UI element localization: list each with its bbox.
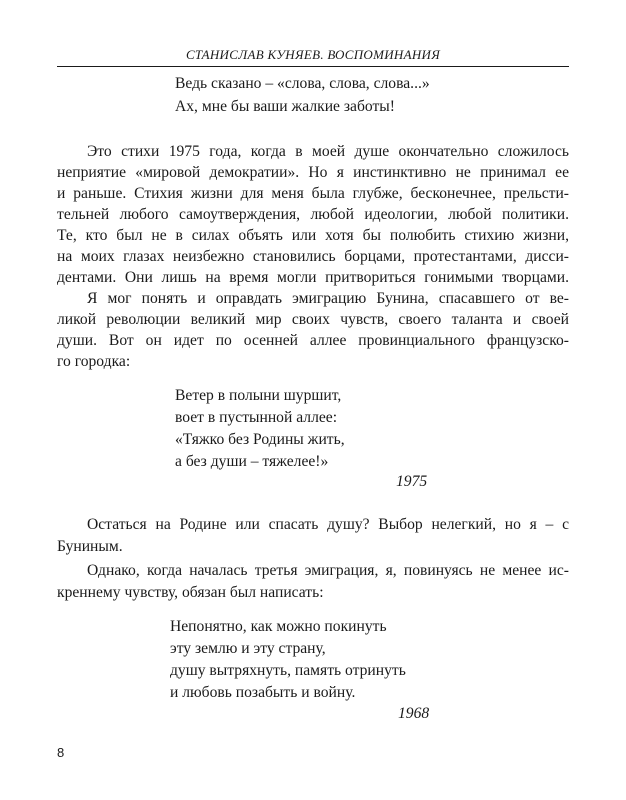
poem-line: Ветер в полыни шуршит, bbox=[175, 387, 342, 404]
poem-line: и любовь позабыть и войну. bbox=[170, 684, 356, 701]
paragraph-line: на моих глазах неизбежно становились борцами, протестантами, дисси- bbox=[57, 248, 569, 265]
running-header: СТАНИСЛАВ КУНЯЕВ. ВОСПОМИНАНИЯ bbox=[185, 47, 441, 62]
paragraph-line: и раньше. Стихия жизни для меня была глубже, бесконечнее, прельсти- bbox=[57, 185, 569, 202]
paragraph-line: души. Вот он идет по осенней аллее провинциального французско- bbox=[57, 332, 569, 349]
paragraph-line: тельней любого самоутверждения, любой идеологии, любой политики. bbox=[57, 206, 569, 223]
paragraph-line: ликой революции великий мир своих чувств, своего таланта и своей bbox=[57, 311, 569, 328]
paragraph-line: Остаться на Родине или спасать душу? Выбор нелегкий, но я – с bbox=[87, 516, 569, 533]
poem-line: а без души – тяжелее!» bbox=[175, 453, 329, 470]
paragraph-line: Буниным. bbox=[57, 538, 123, 555]
paragraph-line: креннему чувству, обязан был написать: bbox=[57, 584, 324, 601]
poem-line: Ведь сказано – «слова, слова, слова...» bbox=[175, 75, 430, 92]
paragraph-line: Однако, когда началась третья эмиграция, я, повинуясь не менее ис- bbox=[87, 562, 569, 579]
paragraph-line: Те, кто был не в силах объять или хотя бы полюбить стихию жизни, bbox=[57, 227, 569, 244]
poem-line: Ах, мне бы ваши жалкие заботы! bbox=[175, 98, 395, 115]
poem-line: «Тяжко без Родины жить, bbox=[175, 431, 345, 448]
poem-line: Непонятно, как можно покинуть bbox=[170, 618, 387, 635]
paragraph-line: го городка: bbox=[57, 353, 131, 370]
poem-line: эту землю и эту страну, bbox=[170, 640, 326, 657]
paragraph-line: неприятие «мировой демократии». Но я инстинктивно не принимал ее bbox=[57, 164, 569, 181]
paragraph-line: Это стихи 1975 года, когда в моей душе окончательно сложилось bbox=[87, 143, 569, 160]
page-number: 8 bbox=[57, 745, 65, 760]
poem-year: 1968 bbox=[398, 705, 430, 722]
poem-line: воет в пустынной аллее: bbox=[175, 409, 338, 426]
poem-line: душу вытряхнуть, память отринуть bbox=[170, 662, 406, 679]
paragraph-line: Я мог понять и оправдать эмиграцию Бунина, спасавшего от ве- bbox=[87, 290, 569, 307]
paragraph-line: дентами. Они лишь на время могли притвориться гонимыми творцами. bbox=[57, 269, 569, 286]
header-rule bbox=[57, 66, 569, 67]
poem-year: 1975 bbox=[396, 473, 428, 490]
